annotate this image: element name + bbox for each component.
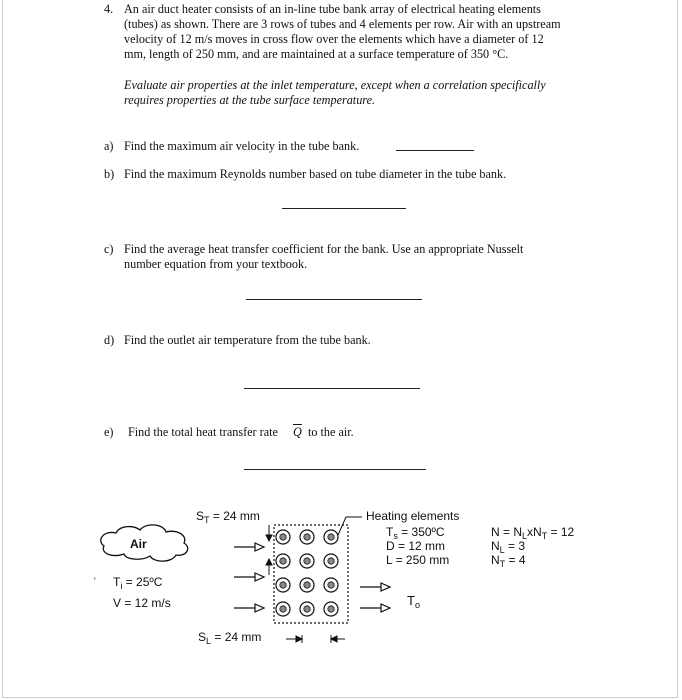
l-label: L = 250 mm — [386, 553, 450, 567]
st-label: $S_T = 24$ mm — [196, 509, 260, 525]
part-e-answer-line — [244, 469, 426, 470]
tube-element-core — [328, 534, 334, 540]
tube-element-core — [328, 582, 334, 588]
tube-element-core — [328, 558, 334, 564]
bullet-mark: ' — [94, 576, 96, 586]
tube-element-core — [304, 534, 310, 540]
tube-element-core — [280, 582, 286, 588]
part-a-text: Find the maximum air velocity in the tube bank. — [124, 139, 360, 153]
part-a-label: a) — [104, 139, 114, 153]
instruction-line-1: Evaluate air properties at the inlet temperature, except when a correlation specifically — [124, 78, 546, 92]
nt-label: $N_T = 4$ — [491, 553, 526, 569]
part-c-label: c) — [104, 242, 114, 256]
heat-rate-symbol: $\overline{Q}$ — [293, 425, 302, 439]
d-label: D = 12 mm — [386, 539, 446, 553]
part-a-answer-line — [396, 150, 474, 151]
tube-element-core — [280, 534, 286, 540]
tube-bank-diagram — [0, 495, 682, 670]
part-e-text-2: to the air. — [308, 425, 354, 439]
tube-element-core — [280, 606, 286, 612]
tube-element-core — [304, 606, 310, 612]
heating-leader-line — [338, 517, 362, 535]
outlet-arrows — [360, 583, 390, 612]
part-e-text-1: Find the total heat transfer rate — [128, 425, 278, 439]
part-b-label: b) — [104, 167, 115, 181]
part-b-text: Find the maximum Reynolds number based on tube diameter in the tube bank. — [124, 167, 507, 181]
n-equation: $N = N_LxN_T = 12$ — [491, 525, 575, 541]
nl-label: $N_L = 3$ — [491, 539, 526, 555]
tube-element-core — [304, 558, 310, 564]
flow-arrows — [234, 543, 264, 612]
part-d-text: Find the outlet air temperature from the tube bank. — [124, 333, 371, 347]
tube-element-core — [280, 558, 286, 564]
problem-number: 4. — [104, 2, 114, 16]
problem-intro-line-2: (tubes) as shown. There are 3 rows of tubes and 4 elements per row. Air with an upstream — [124, 17, 561, 31]
v-label: V = 12 m/s — [113, 596, 171, 610]
part-c-answer-line — [246, 299, 422, 300]
problem-intro-line-1: An air duct heater consists of an in-line tube bank array of electrical heating elements — [124, 2, 541, 16]
tube-elements — [276, 530, 338, 616]
ts-label: $T_s$ = 350ºC — [386, 525, 445, 541]
ti-label: $T_i$ = 25ºC — [113, 575, 163, 591]
heating-title: Heating elements — [366, 509, 460, 523]
part-c-text-line-1: Find the average heat transfer coefficient for the bank. Use an appropriate Nusselt — [124, 242, 524, 256]
instruction-line-2: requires properties at the tube surface temperature. — [124, 93, 376, 107]
sl-dimension-arrows — [286, 635, 345, 643]
st-dimension-arrows — [266, 525, 272, 575]
to-label: $T_o$ — [407, 593, 420, 610]
air-label: Air — [130, 537, 147, 551]
part-c-text-line-2: number equation from your textbook. — [124, 257, 308, 271]
tube-element-core — [328, 606, 334, 612]
sl-label: $S_L = 24$ mm — [198, 630, 262, 646]
tube-element-core — [304, 582, 310, 588]
part-b-answer-line — [282, 208, 406, 209]
part-d-label: d) — [104, 333, 115, 347]
problem-intro-line-4: mm, length of 250 mm, and are maintained at a surface temperature of 350 °C. — [124, 47, 509, 61]
problem-intro-line-3: velocity of 12 m/s moves in cross flow over the elements which have a diameter of 12 — [124, 32, 544, 46]
part-d-answer-line — [244, 388, 420, 389]
part-e-label: e) — [104, 425, 114, 439]
